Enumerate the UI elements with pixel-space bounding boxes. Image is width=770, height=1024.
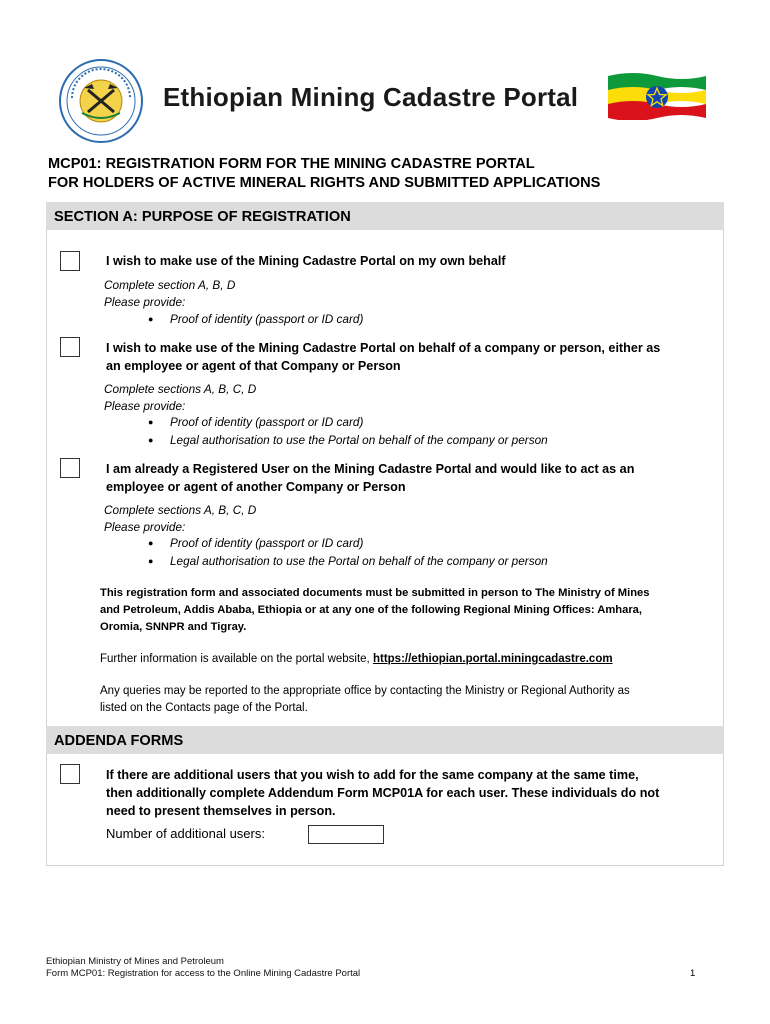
submission-line: Oromia, SNNPR and Tigray.	[100, 621, 247, 633]
bullet-text: Legal authorisation to use the Portal on behalf of the company or person	[170, 433, 548, 447]
option-on-behalf-company-checkbox[interactable]	[60, 337, 80, 357]
option-existing-user-checkbox[interactable]	[60, 458, 80, 478]
additional-users-input[interactable]	[308, 825, 384, 844]
option-existing-user-note	[104, 502, 256, 536]
submission-line: This registration form and associated documents must be submitted in person to The Ministry of Mines	[100, 587, 650, 599]
bullet-text: Proof of identity (passport or ID card)	[170, 536, 364, 550]
option-title-line: I am already a Registered User on the Mining Cadastre Portal and would like to act as an	[106, 462, 635, 476]
bullet-text: Proof of identity (passport or ID card)	[170, 415, 364, 429]
ministry-seal-logo	[58, 58, 144, 144]
additional-users-label: Number of additional users:	[106, 826, 265, 841]
option-title-line: I wish to make use of the Mining Cadastre Portal on my own behalf	[106, 254, 506, 268]
form-title	[48, 155, 600, 193]
queries-text	[100, 683, 720, 717]
addenda-line: If there are additional users that you wish to add for the same company at the same time,	[106, 768, 639, 782]
addenda-heading: ADDENDA FORMS	[46, 726, 724, 754]
complete-sections-text: Complete sections A, B, C, D	[104, 503, 257, 517]
addenda-checkbox[interactable]	[60, 764, 80, 784]
option-existing-user-title	[106, 460, 706, 496]
please-provide-text: Please provide:	[104, 399, 186, 413]
option-own-behalf-note	[104, 277, 235, 311]
further-info-label: Further information is available on the portal website,	[100, 653, 370, 665]
please-provide-text: Please provide:	[104, 295, 186, 309]
bullet-item	[148, 535, 363, 552]
footer-form-name: Form MCP01: Registration for access to the Online Mining Cadastre Portal	[46, 968, 361, 979]
ethiopian-flag-icon	[608, 72, 706, 120]
page-title: Ethiopian Mining Cadastre Portal	[163, 82, 579, 112]
bullet-icon: ●	[148, 314, 154, 324]
queries-line: Any queries may be reported to the appropriate office by contacting the Ministry or Regional Authority as	[100, 685, 630, 697]
bullet-item	[148, 553, 548, 570]
bullet-item	[148, 414, 363, 431]
queries-line: listed on the Contacts page of the Portal.	[100, 702, 308, 714]
bullet-icon: ●	[148, 417, 154, 427]
submission-line: and Petroleum, Addis Ababa, Ethiopia or at any one of the following Regional Mining Offices: Amhara,	[100, 604, 643, 616]
bullet-icon: ●	[148, 538, 154, 548]
page-footer	[46, 956, 360, 980]
option-title-line: employee or agent of another Company or Person	[106, 480, 406, 494]
bullet-text: Proof of identity (passport or ID card)	[170, 312, 364, 326]
submission-instructions	[100, 585, 720, 636]
bullet-text: Legal authorisation to use the Portal on behalf of the company or person	[170, 554, 548, 568]
page-number: 1	[690, 968, 696, 979]
option-on-behalf-company-title	[106, 339, 706, 375]
option-title-line: I wish to make use of the Mining Cadastre Portal on behalf of a company or person, either as	[106, 341, 661, 355]
addenda-line: need to present themselves in person.	[106, 804, 336, 818]
option-own-behalf-checkbox[interactable]	[60, 251, 80, 271]
complete-sections-text: Complete section A, B, D	[104, 278, 236, 292]
please-provide-text: Please provide:	[104, 520, 186, 534]
form-title-line-2: FOR HOLDERS OF ACTIVE MINERAL RIGHTS AND SUBMITTED APPLICATIONS	[48, 175, 601, 191]
portal-website-link[interactable]: https://ethiopian.portal.miningcadastre.com	[372, 653, 613, 665]
bullet-item	[148, 311, 363, 328]
further-info-text	[100, 651, 720, 668]
form-title-line-1: MCP01: REGISTRATION FORM FOR THE MINING CADASTRE PORTAL	[48, 156, 535, 172]
addenda-text	[106, 766, 706, 820]
bullet-icon: ●	[148, 435, 154, 445]
option-on-behalf-company-note	[104, 381, 256, 415]
bullet-icon: ●	[148, 556, 154, 566]
addenda-line: then additionally complete Addendum Form MCP01A for each user. These individuals do not	[106, 786, 660, 800]
footer-ministry: Ethiopian Ministry of Mines and Petroleum	[46, 956, 224, 967]
complete-sections-text: Complete sections A, B, C, D	[104, 382, 257, 396]
section-a-heading: SECTION A: PURPOSE OF REGISTRATION	[46, 202, 724, 230]
option-own-behalf-title	[106, 252, 706, 270]
bullet-item	[148, 432, 548, 449]
option-title-line: an employee or agent of that Company or Person	[106, 359, 401, 373]
